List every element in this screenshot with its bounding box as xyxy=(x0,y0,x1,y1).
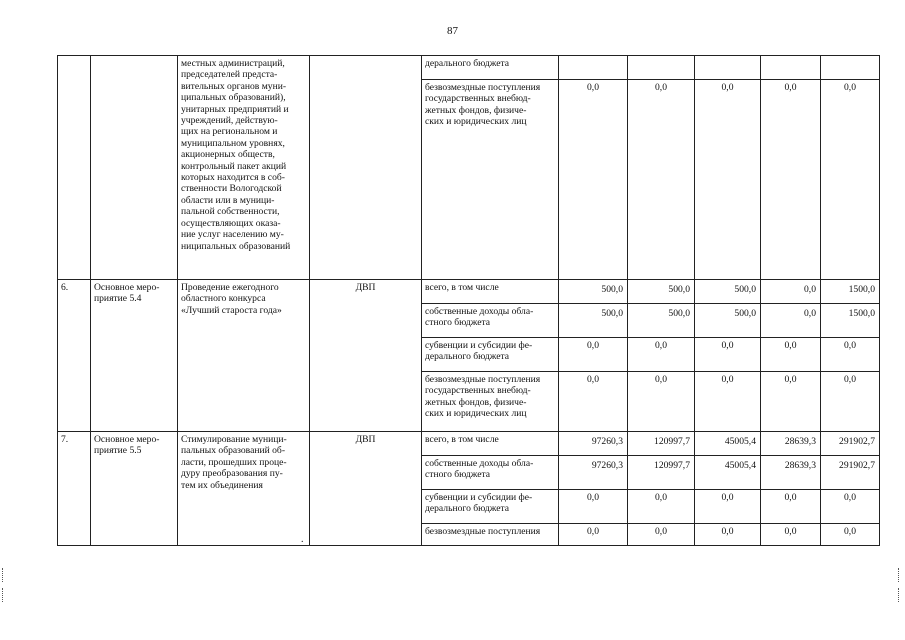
value-cell: 0,0 xyxy=(695,524,761,546)
value-cell: 0,0 xyxy=(559,338,628,372)
item-executor: ДВП xyxy=(310,280,422,432)
source-label: субвенции и субсидии фе- дерального бюджета xyxy=(422,490,559,524)
value-cell: 0,0 xyxy=(559,372,628,432)
value-cell: 0,0 xyxy=(559,490,628,524)
source-label: собственные доходы обла- стного бюджета xyxy=(422,304,559,338)
value-cell: 45005,4 xyxy=(695,432,761,456)
continuation-description: местных администраций, председателей предста- вительных органов муни- ципальных образований), унитарных предприятий и учреждений, действую- щих на региональном и муниципальном уровнях, акционерных обществ, контрольный пакет акций которых находится в соб- ственности Вологодской области или в муници- пальной собственности, осуществляющих оказа- ние услуг населению му- ниципальных образований xyxy=(178,56,310,280)
item-name: Основное меро- приятие 5.5 xyxy=(91,432,178,546)
value-cell: 0,0 xyxy=(761,280,821,304)
value-cell: 0,0 xyxy=(821,490,880,524)
value-cell: 0,0 xyxy=(821,372,880,432)
source-label: безвозмездные поступления xyxy=(422,524,559,546)
value-cell: 0,0 xyxy=(695,338,761,372)
value-cell: 500,0 xyxy=(695,280,761,304)
value-cell: 0,0 xyxy=(628,524,695,546)
value-cell: 0,0 xyxy=(628,80,695,280)
item-description: Проведение ежегодного областного конкурса «Лучший староста года» xyxy=(178,280,310,432)
value-cell: 0,0 xyxy=(761,524,821,546)
value-cell: 0,0 xyxy=(761,372,821,432)
value-cell: 0,0 xyxy=(628,490,695,524)
item-description: Стимулирование муници- пальных образований об- ласти, прошедших проце- дуру преобразования пу- тем их объединения xyxy=(178,432,310,546)
value-cell: 0,0 xyxy=(761,338,821,372)
source-label: безвозмездные поступления государственных внебюд- жетных фондов, физиче- ских и юридических лиц xyxy=(422,80,559,280)
value-cell: 97260,3 xyxy=(559,456,628,490)
value-cell: 0,0 xyxy=(761,490,821,524)
value-cell: 0,0 xyxy=(821,80,880,280)
item-executor: ДВП xyxy=(310,432,422,546)
table-row xyxy=(58,56,880,80)
value-cell: 0,0 xyxy=(559,524,628,546)
value-cell: 500,0 xyxy=(559,280,628,304)
source-label: всего, в том числе xyxy=(422,280,559,304)
table-row xyxy=(58,280,880,304)
scan-edge-mark xyxy=(898,588,902,602)
value-cell: 0,0 xyxy=(559,80,628,280)
value-cell: 0,0 xyxy=(821,524,880,546)
value-cell: 45005,4 xyxy=(695,456,761,490)
scan-edge-mark xyxy=(898,568,902,582)
item-number: 7. xyxy=(58,432,91,546)
page-number: 87 xyxy=(447,25,458,37)
source-label: безвозмездные поступления государственных внебюд- жетных фондов, физиче- ских и юридических лиц xyxy=(422,372,559,432)
source-label: субвенции и субсидии фе- дерального бюджета xyxy=(422,338,559,372)
value-cell: 291902,7 xyxy=(821,456,880,490)
value-cell: 0,0 xyxy=(761,304,821,338)
scan-edge-mark xyxy=(2,568,6,582)
value-cell: 500,0 xyxy=(628,280,695,304)
value-cell: 291902,7 xyxy=(821,432,880,456)
value-cell: 0,0 xyxy=(628,338,695,372)
value-cell: 28639,3 xyxy=(761,432,821,456)
source-label: дерального бюджета xyxy=(422,56,559,80)
value-cell: 500,0 xyxy=(695,304,761,338)
value-cell: 500,0 xyxy=(559,304,628,338)
value-cell: 0,0 xyxy=(695,372,761,432)
table-row xyxy=(58,432,880,456)
value-cell: 0,0 xyxy=(628,372,695,432)
stray-mark: . xyxy=(301,534,304,545)
value-cell: 1500,0 xyxy=(821,280,880,304)
value-cell: 97260,3 xyxy=(559,432,628,456)
item-name: Основное меро- приятие 5.4 xyxy=(91,280,178,432)
value-cell: 120997,7 xyxy=(628,456,695,490)
item-number: 6. xyxy=(58,280,91,432)
value-cell: 28639,3 xyxy=(761,456,821,490)
value-cell: 0,0 xyxy=(695,490,761,524)
value-cell: 500,0 xyxy=(628,304,695,338)
scan-edge-mark xyxy=(2,588,6,602)
value-cell: 120997,7 xyxy=(628,432,695,456)
value-cell: 0,0 xyxy=(695,80,761,280)
source-label: всего, в том числе xyxy=(422,432,559,456)
value-cell: 0,0 xyxy=(761,80,821,280)
source-label: собственные доходы обла- стного бюджета xyxy=(422,456,559,490)
value-cell: 1500,0 xyxy=(821,304,880,338)
program-table xyxy=(57,55,880,546)
value-cell: 0,0 xyxy=(821,338,880,372)
